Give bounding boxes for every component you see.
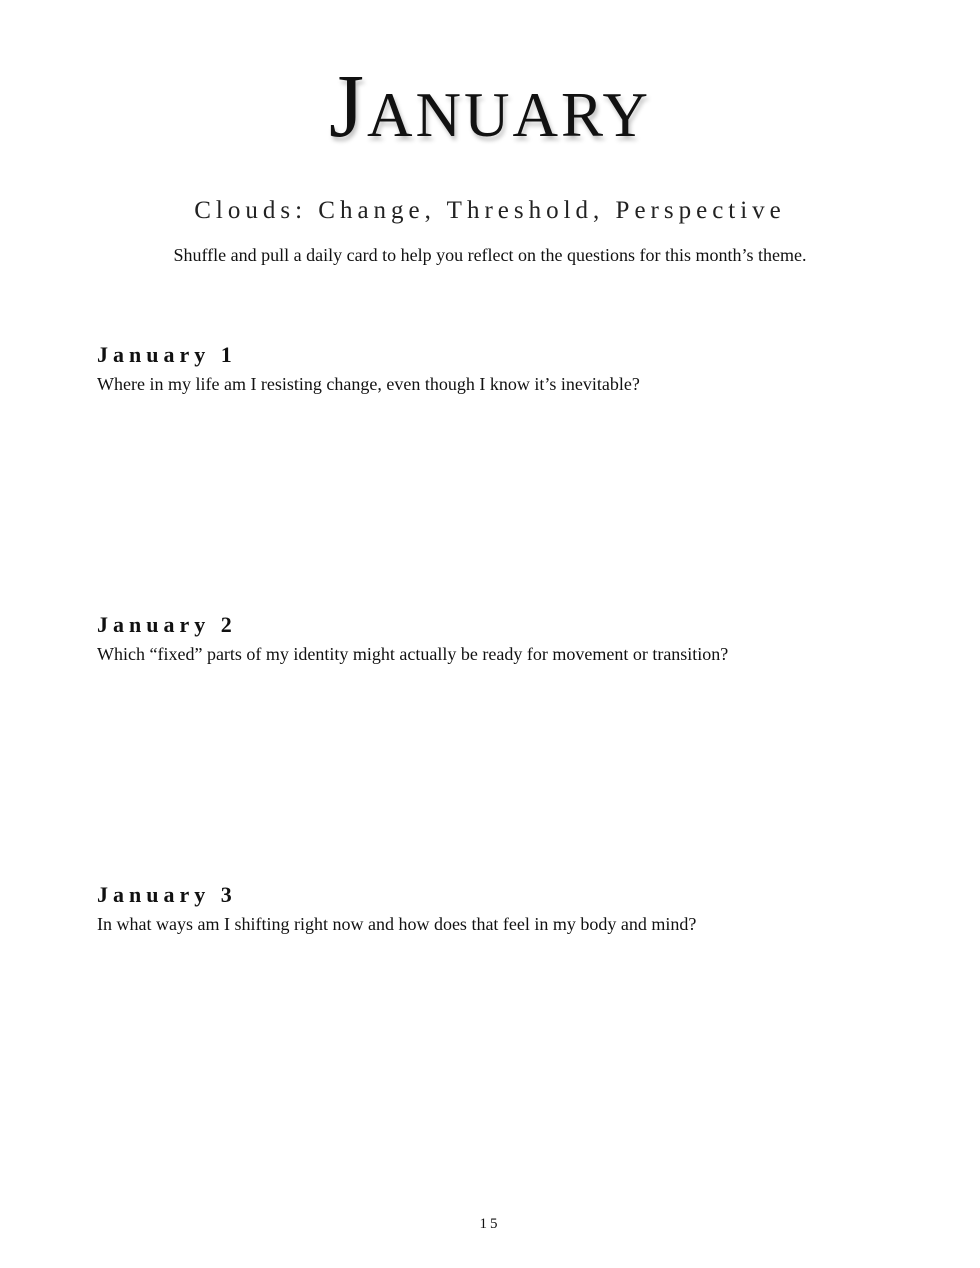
entry-date: January 2 (97, 612, 237, 637)
journal-entry (97, 882, 696, 935)
entry-date: January 3 (97, 882, 237, 907)
theme-subtitle: Clouds: Change, Threshold, Perspective (194, 197, 786, 224)
page-number: 15 (479, 1216, 501, 1232)
intro-text: Shuffle and pull a daily card to help you reflect on the questions for this month’s theme. (173, 245, 807, 265)
page-title: January (328, 57, 652, 156)
journal-entry (97, 612, 728, 665)
entry-question: In what ways am I shifting right now and how does that feel in my body and mind? (97, 914, 697, 934)
entry-question: Where in my life am I resisting change, even though I know it’s inevitable? (97, 374, 640, 394)
entry-date: January 1 (97, 342, 237, 367)
journal-entry (97, 342, 640, 395)
entry-question: Which “fixed” parts of my identity might actually be ready for movement or transition? (97, 644, 729, 664)
